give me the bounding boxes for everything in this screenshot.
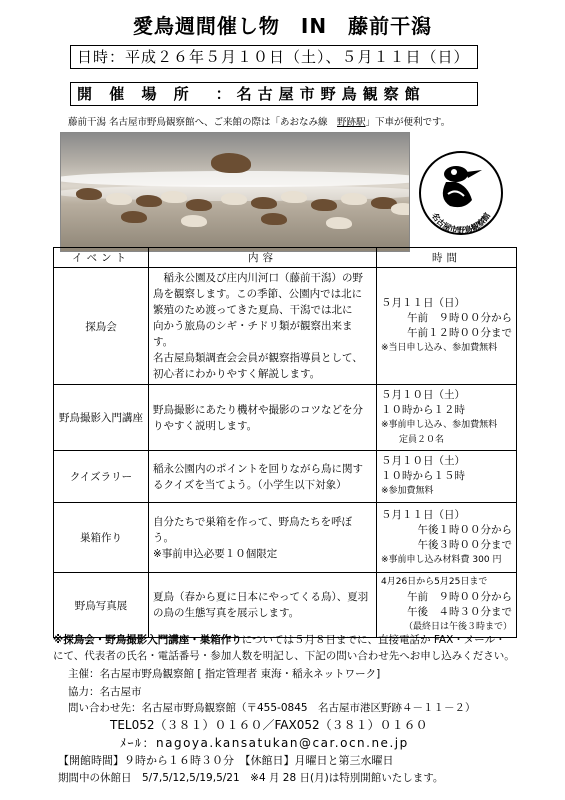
- event-time: [377, 451, 517, 503]
- registration-notice: [53, 632, 523, 664]
- event-desc: [149, 268, 377, 385]
- desc-line: 稲永公園内のポイントを回りながら鳥に関す: [153, 462, 363, 475]
- organizer: 主催：名古屋市野鳥観察館 [ 指定管理者 東海・稲永ネットワーク]: [68, 668, 381, 680]
- event-time: [377, 268, 517, 385]
- desc-line: りやすく説明します。: [153, 419, 258, 432]
- time-note: ※事前申し込み材料費 300 円: [381, 554, 502, 565]
- date-box: 日時：平成２６年５月１０日（土）、５月１１日（日）: [70, 45, 478, 69]
- desc-line: の鳥の生態写真を展示します。: [153, 607, 300, 619]
- event-name: クイズラリー: [54, 451, 149, 503]
- time-note: ※事前申し込み、参加費無料: [381, 419, 498, 430]
- header-event: イベント: [54, 248, 149, 268]
- opening-hours: 【開館時間】９時から１６時３０分 【休館日】月曜日と第三水曜日: [58, 754, 394, 767]
- time-line: 午前 ９時００分から: [407, 591, 512, 603]
- table-row: [54, 268, 517, 385]
- time-line: １０時から１５時: [381, 470, 465, 482]
- notice-bold: ※探鳥会・野鳥撮影入門講座・巣箱作り: [53, 634, 242, 646]
- desc-line: 夏鳥（春から夏に日本にやってくる鳥）、夏羽: [153, 591, 369, 603]
- table-row: [54, 385, 517, 451]
- contact-phone: TEL052（３８１）０１６０／FAX052（３８１）０１６０: [110, 718, 428, 732]
- time-note: （最終日は午後３時まで）: [403, 622, 512, 632]
- event-desc: [149, 573, 377, 638]
- page-title: 愛鳥週間催し物 IN 藤前干潟: [132, 14, 433, 38]
- event-name: 探鳥会: [54, 268, 149, 385]
- desc-line: るクイズを当てよう。（小学生以下対象）: [153, 478, 347, 491]
- shorebirds-photo: [60, 132, 410, 252]
- time-note: 定員２０名: [399, 434, 445, 445]
- time-line: ５月１１日（日）: [381, 508, 465, 521]
- time-note: ※当日申し込み、参加費無料: [381, 343, 498, 353]
- desc-line: 向かう旅鳥のシギ・チドリ類が観察出来ます。: [153, 320, 353, 348]
- cooperation: 協力：名古屋市: [68, 686, 142, 698]
- time-line: 午後１時００分から: [417, 523, 512, 536]
- desc-line: 稲永公園及び庄内川河口（藤前干潟）の野: [163, 272, 363, 284]
- station-name: 野跡駅: [337, 117, 366, 128]
- event-name: 野鳥撮影入門講座: [54, 385, 149, 451]
- desc-line: 野鳥撮影にあたり機材や撮影のコツなどを分: [153, 403, 363, 416]
- time-line: ５月１１日（日）: [381, 297, 465, 309]
- event-name: 巣箱作り: [54, 503, 149, 573]
- event-time: [377, 573, 517, 638]
- desc-line: 繁殖のため渡ってきた夏鳥、干潟では北に: [153, 304, 353, 316]
- time-line: 午後３時００分まで: [417, 538, 512, 551]
- event-desc: [149, 385, 377, 451]
- contact-email: ﾒｰﾙ：nagoya.kansatukan@car.ocn.ne.jp: [120, 736, 409, 750]
- venue-box: 開 催 場 所 ：名古屋市野鳥観察館: [70, 82, 478, 106]
- desc-line: 自分たちで巣箱を作って、野鳥たちを呼ぼう。: [153, 515, 353, 544]
- event-time: [377, 503, 517, 573]
- notice-text: については５月８日までに、直接電話か FAX・メール・: [241, 634, 506, 646]
- time-line: ５月１０日（土）: [381, 455, 465, 467]
- desc-line: 鳥を観察します。この季節、公園内では北に: [153, 288, 363, 300]
- desc-line: ※事前申込必要１０個限定: [153, 547, 278, 560]
- event-table: [53, 247, 517, 638]
- logo-text: 名古屋市野鳥観察館: [429, 211, 493, 235]
- header-content: 内容: [149, 248, 377, 268]
- time-line: 午前 ９時００分から: [407, 312, 512, 324]
- event-name: 野鳥写真展: [54, 573, 149, 638]
- time-line: １０時から１２時: [381, 403, 465, 416]
- access-text: 藤前干潟 名古屋市野鳥観察館へ、ご来館の際は「あおなみ線: [68, 117, 338, 128]
- contact-address: 問い合わせ先：名古屋市野鳥観察館（〒455-0845 名古屋市港区野跡４－１１－２）: [68, 702, 476, 714]
- desc-line: 初心者にわかりやすく解説します。: [153, 368, 321, 380]
- event-desc: [149, 451, 377, 503]
- time-line: 午前１２時００分まで: [407, 327, 512, 339]
- table-row: [54, 451, 517, 503]
- time-line: 4月26日から5月25日まで: [381, 577, 488, 587]
- notice-text-2: にて、代表者の氏名・電話番号・参加人数を明記し、下記の問い合わせ先へお申し込みください。: [53, 650, 515, 662]
- time-line: 午後 ４時３０分まで: [407, 606, 512, 618]
- desc-line: 名古屋鳥類調査会会員が観察指導員として、: [153, 352, 363, 364]
- event-desc: [149, 503, 377, 573]
- table-row: [54, 503, 517, 573]
- event-time: [377, 385, 517, 451]
- time-line: ５月１０日（土）: [381, 388, 465, 401]
- table-row: [54, 573, 517, 638]
- access-info: [68, 114, 450, 128]
- access-text-end: 」下車が便利です。: [365, 117, 451, 128]
- time-note: ※参加費無料: [381, 486, 434, 496]
- header-time: 時間: [377, 248, 517, 268]
- observatory-logo: [418, 150, 504, 236]
- closed-days: 期間中の休館日 5/7,5/12,5/19,5/21 ※4 月 28 日(月)は特別開館いたします。: [58, 772, 444, 784]
